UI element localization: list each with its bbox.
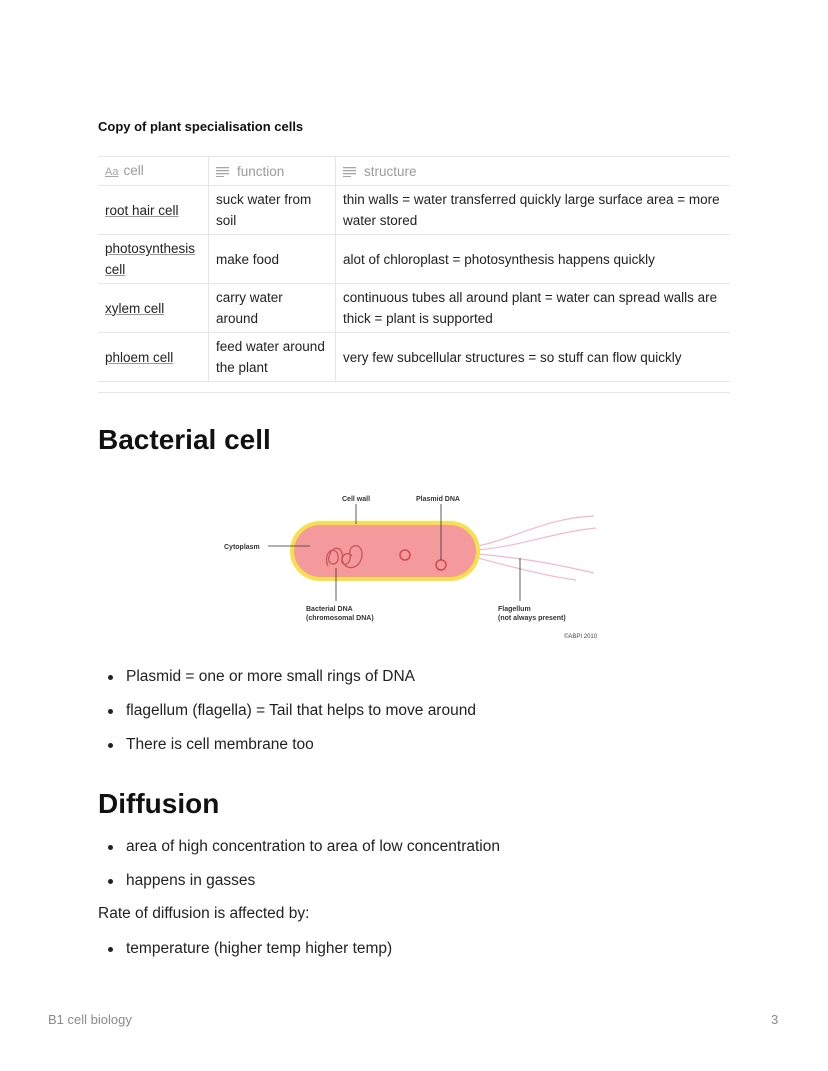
plant-cells-table (98, 156, 730, 382)
heading-bacterial-cell: Bacterial cell (98, 424, 271, 455)
page-number: 3 (771, 1012, 779, 1027)
text-lines-icon (343, 167, 356, 177)
table-row[interactable] (98, 284, 730, 333)
cell-structure: thin walls = water transferred quickly large surface area = more water stored (336, 186, 731, 235)
column-header-label: function (237, 163, 285, 179)
flagellum-icon (478, 516, 596, 580)
label-bacterial-dna: Bacterial DNA (306, 606, 353, 613)
cell-name-link[interactable]: phloem cell (105, 349, 174, 365)
label-cell-wall: Cell wall (342, 496, 371, 503)
cell-function: carry water around (209, 284, 336, 333)
cell-structure: alot of chloroplast = photosynthesis happens quickly (336, 235, 731, 284)
copyright-label: ©ABPI 2010 (564, 634, 598, 640)
diffusion-bullets (106, 836, 500, 904)
divider (98, 392, 730, 393)
cell-structure: very few subcellular structures = so stuff can flow quickly (336, 333, 731, 382)
table-header-row (98, 157, 730, 186)
heading-diffusion: Diffusion (98, 788, 220, 819)
table-row[interactable] (98, 333, 730, 382)
table-row[interactable] (98, 235, 730, 284)
rate-bullets (106, 938, 392, 972)
list-item: temperature (higher temp higher temp) (106, 938, 392, 972)
title-property-icon: Aa (105, 165, 119, 178)
list-item: There is cell membrane too (106, 734, 476, 768)
rate-text: Rate of diffusion is affected by: (98, 905, 310, 922)
list-item: flagellum (flagella) = Tail that helps to move around (106, 700, 476, 734)
cell-name-link[interactable]: xylem cell (105, 300, 165, 316)
column-header-cell[interactable] (98, 157, 209, 186)
cell-name-link[interactable]: root hair cell (105, 202, 179, 218)
cell-structure: continuous tubes all around plant = water can spread walls are thick = plant is supported (336, 284, 731, 333)
bacterial-bullets (106, 666, 476, 768)
list-item: happens in gasses (106, 870, 500, 904)
footer-title: B1 cell biology (48, 1012, 132, 1027)
label-cytoplasm: Cytoplasm (224, 544, 260, 551)
cell-name-link[interactable]: photosynthesis cell (105, 241, 196, 277)
cell-function: feed water around the plant (209, 333, 336, 382)
bacterial-cell-diagram (216, 488, 616, 643)
text-lines-icon (216, 167, 229, 177)
column-header-structure[interactable] (336, 157, 731, 186)
list-item: Plasmid = one or more small rings of DNA (106, 666, 476, 700)
cell-function: suck water from soil (209, 186, 336, 235)
column-header-label: cell (123, 162, 144, 178)
table-row[interactable] (98, 186, 730, 235)
label-plasmid-dna: Plasmid DNA (416, 496, 460, 503)
column-header-label: structure (364, 163, 417, 179)
label-flagellum: Flagellum (498, 606, 531, 613)
cell-function: make food (209, 235, 336, 284)
label-bacterial-dna-sub: (chromosomal DNA) (306, 615, 374, 622)
column-header-function[interactable] (209, 157, 336, 186)
cytoplasm-shape (294, 525, 476, 577)
list-item: area of high concentration to area of low concentration (106, 836, 500, 870)
table-title: Copy of plant specialisation cells (98, 119, 304, 134)
label-flagellum-sub: (not always present) (498, 615, 566, 622)
